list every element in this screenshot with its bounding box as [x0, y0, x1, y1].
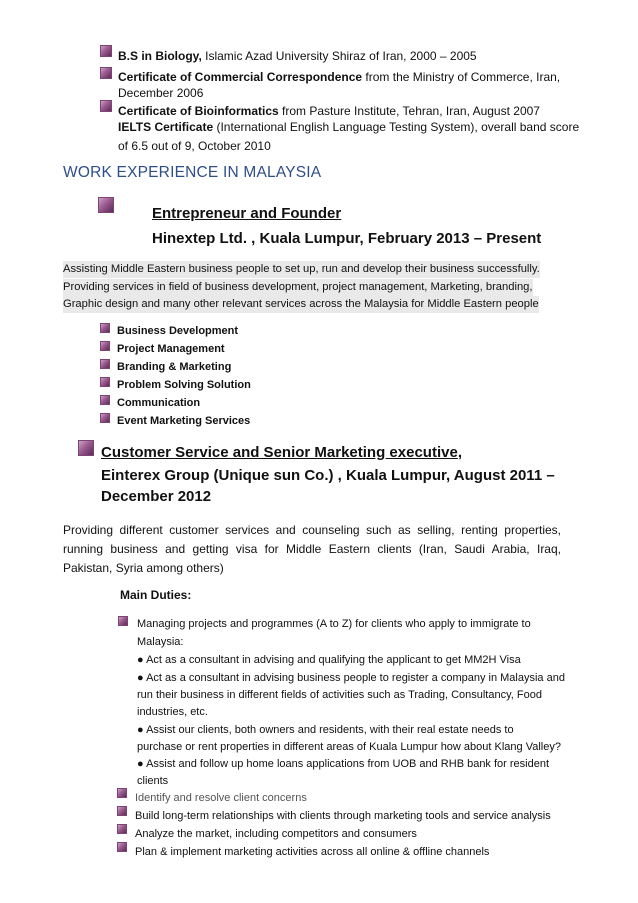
bullet-icon [117, 842, 127, 852]
job-title: Customer Service and Senior Marketing executive, [101, 444, 462, 461]
education-item-continued: of 6.5 out of 9, October 2010 [118, 139, 271, 153]
job-description-line: Assisting Middle Eastern business people to set up, run and develop their business successfully. [63, 261, 540, 278]
job-description-line: Pakistan, Syria among others) [63, 561, 224, 575]
duty-item: Plan & implement marketing activities across all online & offline channels [135, 846, 490, 858]
duty-item: Identify and resolve client concerns [135, 792, 307, 804]
duty-line: purchase or rent properties in different areas of Kuala Lumpur how about Klang Valley? [137, 741, 561, 753]
job-description-line: Graphic design and many other relevant services across the Malaysia for Middle Eastern people [63, 296, 539, 313]
section-title: WORK EXPERIENCE IN MALAYSIA [63, 164, 322, 181]
duty-line: ● Assist and follow up home loans applications from UOB and RHB bank for resident [137, 758, 550, 770]
education-item: Certificate of Commercial Correspondence from the Ministry of Commerce, Iran, [118, 70, 561, 84]
bullet-icon [98, 197, 114, 213]
duty-line: Malaysia: [137, 636, 184, 648]
job-company: Einterex Group (Unique sun Co.) , Kuala Lumpur, August 2011 – [101, 467, 555, 484]
skill-item: Project Management [117, 343, 225, 355]
duty-line: industries, etc. [137, 706, 208, 718]
bullet-icon [100, 395, 110, 405]
bullet-icon [100, 359, 110, 369]
skill-item: Event Marketing Services [117, 415, 251, 427]
bullet-icon [100, 413, 110, 423]
bullet-icon [100, 323, 110, 333]
bullet-icon [100, 100, 112, 112]
bullet-icon [117, 806, 127, 816]
bullet-icon [100, 341, 110, 351]
skill-item: Branding & Marketing [117, 361, 232, 373]
bullet-icon [117, 824, 127, 834]
bullet-icon [118, 616, 128, 626]
duty-line: run their business in different fields of activities such as Trading, Consultancy, Food [137, 689, 542, 701]
duty-line: ● Act as a consultant in advising business people to register a company in Malaysia and [137, 672, 565, 684]
duty-item: Analyze the market, including competitors and consumers [135, 828, 417, 840]
bullet-icon [100, 45, 112, 57]
job-description-line: running business and getting visa for Middle Eastern clients (Iran, Saudi Arabia, Iraq, [63, 542, 561, 556]
skill-item: Problem Solving Solution [117, 379, 251, 391]
job-description [63, 521, 561, 578]
bullet-icon [100, 67, 112, 79]
duty-line: ● Act as a consultant in advising and qualifying the applicant to get MM2H Visa [137, 654, 521, 666]
bullet-icon [78, 440, 94, 456]
skill-item: Communication [117, 397, 201, 409]
bullet-icon [117, 788, 127, 798]
duty-line: clients [137, 775, 169, 787]
education-item: B.S in Biology, Islamic Azad University Shiraz of Iran, 2000 – 2005 [118, 49, 477, 63]
main-duties-label: Main Duties: [120, 588, 192, 602]
job-description-line: Providing services in field of business development, project management, Marketing, branding, [63, 279, 533, 296]
skill-item: Business Development [117, 325, 239, 337]
job-company: Hinextep Ltd. , Kuala Lumpur, February 2013 – Present [152, 230, 542, 247]
job-company-continued: December 2012 [101, 488, 212, 505]
job-title: Entrepreneur and Founder [152, 205, 342, 222]
duty-line: Managing projects and programmes (A to Z) for clients who apply to immigrate to [137, 618, 531, 630]
duty-item: Build long-term relationships with clients through marketing tools and service analysis [135, 810, 551, 822]
job-description-line: Providing different customer services and counseling such as selling, renting properties, [63, 523, 561, 537]
education-item: IELTS Certificate (International English Language Testing System), overall band score [118, 120, 580, 134]
duty-line: ● Assist our clients, both owners and residents, with their real estate needs to [137, 724, 514, 736]
education-item: Certificate of Bioinformatics from Pasture Institute, Tehran, Iran, August 2007 [118, 104, 540, 118]
education-item-continued: December 2006 [118, 86, 204, 100]
bullet-icon [100, 377, 110, 387]
